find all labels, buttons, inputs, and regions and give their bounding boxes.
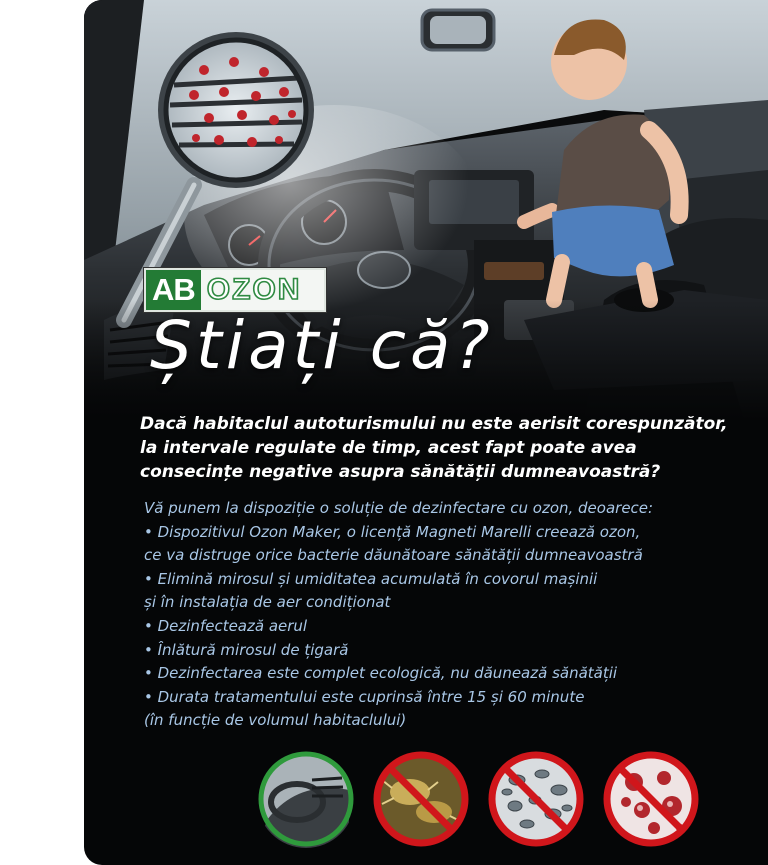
poster xyxy=(84,0,768,865)
benefit-line: • Durata tratamentului este cuprinsă între 15 și 60 minute xyxy=(144,687,585,706)
benefit-line: • Dezinfectează aerul xyxy=(144,616,308,635)
benefit-line: • Elimină mirosul și umiditatea acumulată în covorul mașinii xyxy=(144,569,598,588)
intro-line: consecințe negative asupra sănătății dumneavoastră? xyxy=(140,462,661,482)
benefit-line: Vă punem la dispoziție o soluție de dezinfectare cu ozon, deoarece: xyxy=(144,499,654,517)
benefit-line: ce va distruge orice bacterie dăunătoare sănătății dumneavoastră xyxy=(144,546,643,565)
mites-prohibited-icon xyxy=(372,750,470,848)
intro-question xyxy=(140,412,760,484)
benefit-line: (în funcție de volumul habitaclului) xyxy=(144,711,407,730)
benefit-line: • Dezinfectarea este complet ecologică, nu dăunează sănătății xyxy=(144,664,618,683)
benefit-line: și în instalația de aer condiționat xyxy=(144,593,391,612)
bacteria-prohibited-icon xyxy=(487,750,585,848)
benefit-line: • Dispozitivul Ozon Maker, o licență Magneti Marelli creează ozon, xyxy=(144,522,641,541)
benefit-line: • Înlătură mirosul de țigară xyxy=(144,640,349,659)
intro-line: Dacă habitaclul autoturismului nu este aerisit corespunzător, xyxy=(140,414,728,434)
benefits-list xyxy=(144,497,754,733)
car-vent-icon xyxy=(257,750,355,848)
intro-line: la intervale regulate de timp, acest fapt poate avea xyxy=(140,438,637,458)
logo-prefix: AB xyxy=(146,270,201,310)
headline: Știați că? xyxy=(150,307,494,384)
virus-prohibited-icon xyxy=(602,750,700,848)
logo-suffix: OZON xyxy=(206,273,302,306)
